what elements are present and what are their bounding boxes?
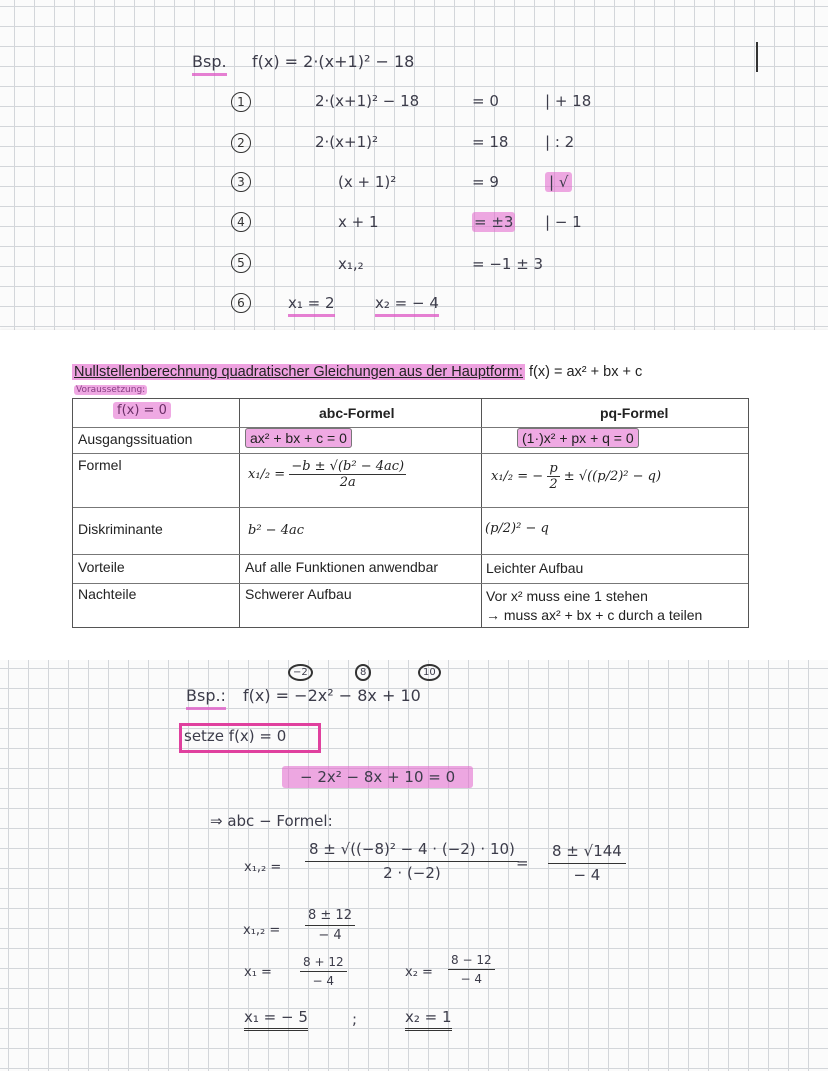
row-label-formel: Formel <box>78 457 122 473</box>
step-number-3: 3 <box>231 172 251 192</box>
coefficient-b-label: 8 <box>355 668 371 678</box>
calc-line1-equals: = <box>516 854 529 872</box>
pq-formula: x₁/₂ = − $\frac{p}{2}$ ± √((p/2)² − q) <box>491 461 662 492</box>
row-label-ausgang: Ausgangssituation <box>78 431 193 447</box>
grid-paper-top <box>0 0 828 330</box>
step-number-1: 1 <box>231 92 251 112</box>
pq-nachteile-1: Vor x² muss eine 1 stehen <box>486 588 648 604</box>
example-equation-1: f(x) = 2·(x+1)² − 18 <box>252 52 415 71</box>
example-label-1: Bsp. <box>192 54 227 70</box>
final-x1: x₁ = − 5 <box>244 1010 308 1025</box>
table-rule-5 <box>73 583 748 584</box>
section-title-main: Nullstellenberechnung quadratischer Gleichungen aus der Hauptform: <box>74 364 523 380</box>
step-2-eq: = 18 <box>472 133 509 151</box>
condition-cell: f(x) = 0 <box>113 404 171 417</box>
step-1-note: | + 18 <box>545 92 592 110</box>
step-3-left: (x + 1)² <box>338 173 397 191</box>
step-2-note: | : 2 <box>545 133 575 151</box>
step-2-left: 2·(x+1)² <box>315 133 379 151</box>
comparison-table <box>72 398 749 628</box>
step-5-left: x₁,₂ <box>338 255 364 273</box>
result-x2: x₂ = − 4 <box>375 296 439 311</box>
abc-formula: x₁/₂ = $\frac{\text{−b ± √(b² − 4ac)}}{2a}$ <box>248 459 405 490</box>
table-rule-3 <box>73 507 748 508</box>
table-divider-1 <box>239 399 240 627</box>
calc-line1-fraction: $\frac{\text{8 ± √((−8)² − 4 · (−2) · 10)}}{2 \cdot (-2)}$ <box>305 840 519 881</box>
step-4-left: x + 1 <box>338 213 379 231</box>
step-number-4: 4 <box>231 212 251 232</box>
table-rule-4 <box>73 554 748 555</box>
step-1-eq: = 0 <box>472 92 499 110</box>
coefficient-c-label: 10 <box>418 668 441 678</box>
step-5-eq: = −1 ± 3 <box>472 255 544 273</box>
row-label-diskriminante: Diskriminante <box>78 521 163 537</box>
section-title <box>72 364 642 380</box>
calc-x2-fraction: $\frac{8 - 12}{- 4}$ <box>448 953 495 985</box>
table-divider-2 <box>481 399 482 627</box>
abc-diskriminante: b² − 4ac <box>248 523 304 538</box>
final-separator: ; <box>352 1010 358 1028</box>
section-title-formula: f(x) = ax² + bx + c <box>529 364 643 380</box>
step-number-5: 5 <box>231 253 251 273</box>
abc-vorteile: Auf alle Funktionen anwendbar <box>245 559 439 575</box>
step-4-eq: = ±3 <box>474 213 514 231</box>
pq-header: pq-Formel <box>600 405 669 421</box>
example-label-2: Bsp.: <box>186 688 226 704</box>
calc-line1-result: $\frac{8 \pm √144}{- 4}$ <box>548 842 626 883</box>
setze-text: setze f(x) = 0 <box>184 727 287 745</box>
step-number-2: 2 <box>231 133 251 153</box>
step-number-6: 6 <box>231 293 251 313</box>
pq-diskriminante: (p/2)² − q <box>485 521 549 536</box>
abc-ausgang: ax² + bx + c = 0 <box>245 430 352 446</box>
abc-nachteile: Schwerer Aufbau <box>245 586 352 602</box>
pq-nachteile-2: → muss ax² + bx + c durch a teilen <box>486 607 703 623</box>
step-1-left: 2·(x+1)² − 18 <box>315 92 420 110</box>
set-equation: − 2x² − 8x + 10 = 0 <box>282 770 473 785</box>
abc-header: abc-Formel <box>319 405 395 421</box>
step-3-note: | √ <box>545 175 572 190</box>
step-3-eq: = 9 <box>472 173 499 191</box>
calc-x2-lhs: x₂ = <box>405 965 433 980</box>
pq-vorteile: Leichter Aufbau <box>486 560 584 576</box>
voraussetzung-label: Voraussetzung: <box>76 385 146 395</box>
table-rule-2 <box>73 453 748 454</box>
calc-x1-lhs: x₁ = <box>244 965 272 980</box>
final-x2: x₂ = 1 <box>405 1010 452 1025</box>
row-label-nachteile: Nachteile <box>78 586 137 602</box>
row-label-vorteile: Vorteile <box>78 559 125 575</box>
step-4-note: | − 1 <box>545 213 582 231</box>
pq-ausgang: (1·)x² + px + q = 0 <box>517 430 639 446</box>
result-x1: x₁ = 2 <box>288 296 335 311</box>
calc-line2-lhs: x₁,₂ = <box>243 923 281 938</box>
coefficient-a-label: −2 <box>288 668 313 678</box>
method-label: ⇒ abc − Formel: <box>210 812 333 830</box>
calc-line2-fraction: $\frac{8 \pm 12}{- 4}$ <box>305 908 355 942</box>
calc-line1-lhs: x₁,₂ = <box>244 860 282 875</box>
margin-mark <box>756 42 758 72</box>
table-rule-1 <box>73 427 748 428</box>
example-equation-2: f(x) = −2x² − 8x + 10 <box>243 686 421 705</box>
calc-x1-fraction: $\frac{8 + 12}{- 4}$ <box>300 955 347 987</box>
